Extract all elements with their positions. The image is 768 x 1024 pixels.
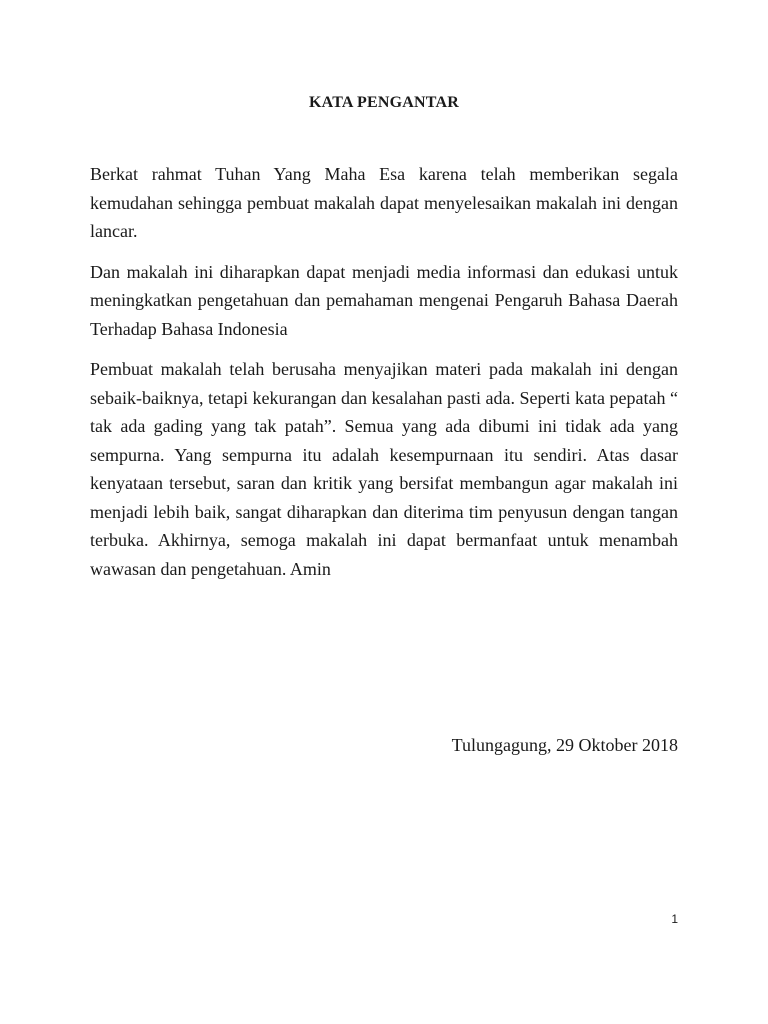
paragraph-1: Berkat rahmat Tuhan Yang Maha Esa karena telah memberikan segala kemudahan sehingga pembuat makalah dapat menyelesaikan makalah ini dengan lancar. [90,164,678,241]
place-date: Tulungagung, 29 Oktober 2018 [451,735,678,755]
page-number: 1 [671,912,678,926]
paragraph-2: Dan makalah ini diharapkan dapat menjadi media informasi dan edukasi untuk meningkatkan pengetahuan dan pemahaman mengenai Pengaruh Bahasa Daerah Terhadap Bahasa Indonesia [90,261,678,339]
body-text [90,160,678,595]
paragraph-3: Pembuat makalah telah berusaha menyajikan materi pada makalah ini dengan sebaik-baiknya, tetapi kekurangan dan kesalahan pasti ada. Seperti kata pepatah “ tak ada gading yang tak patah”. Semua yang ada dibumi ini tidak ada yang sempurna. Yang sempurna itu adalah kesempurnaan itu sendiri. Atas dasar kenyataan tersebut, saran dan kritik yang bersifat membangun agar makalah ini menjadi lebih baik, sangat diharapkan dan diterima tim penyusun dengan tangan terbuka. Akhirnya, semoga makalah ini dapat bermanfaat untuk menambah wawasan dan pengetahuan. Amin [90,359,678,579]
page-title: KATA PENGANTAR [309,94,459,111]
